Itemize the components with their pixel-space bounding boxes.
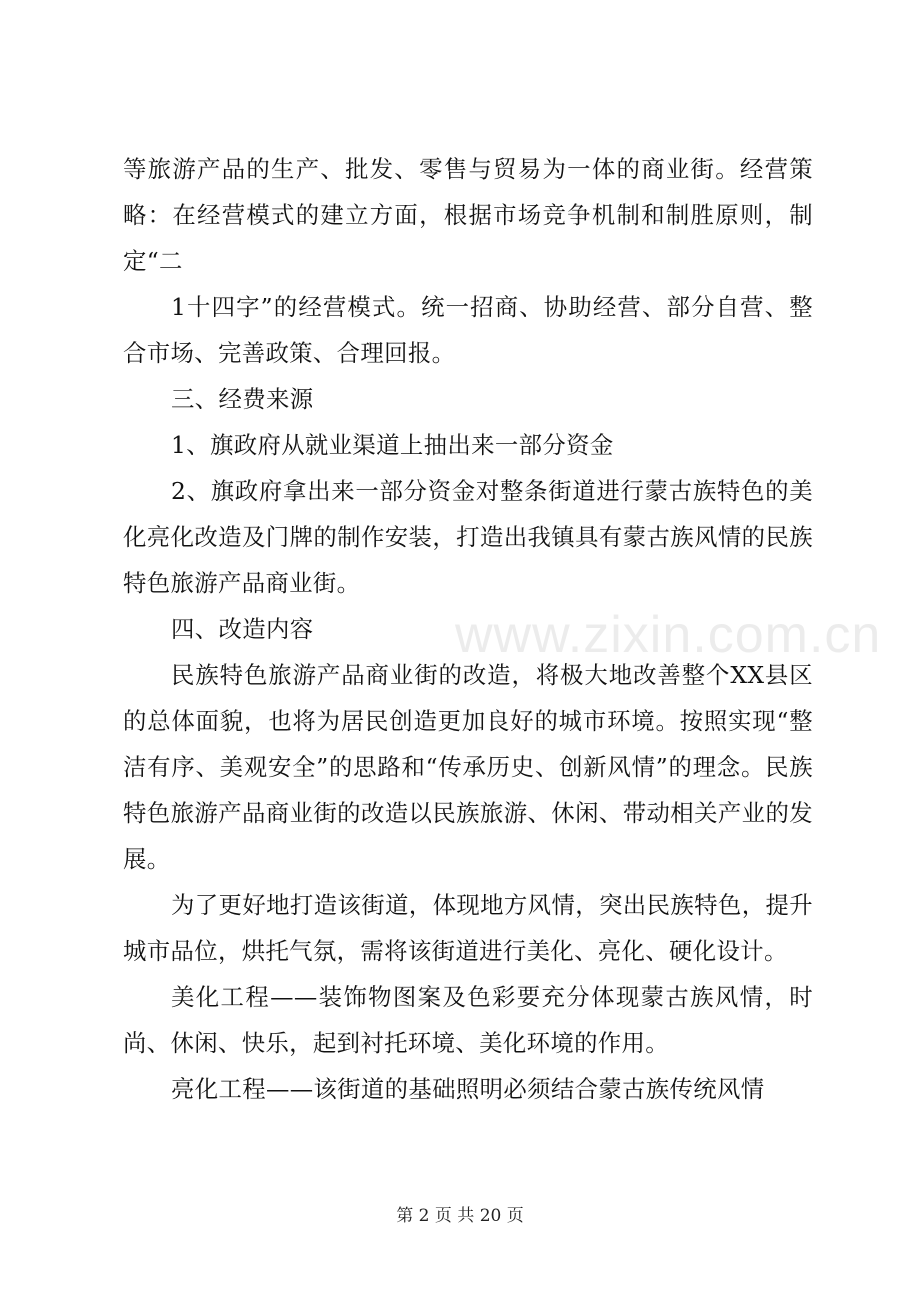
document-body <box>123 146 813 1112</box>
watermark: www.zixin.com.cn <box>455 606 882 664</box>
section-heading-funding: 三、经费来源 <box>171 385 314 413</box>
paragraph-7: 民族特色旅游产品商业街的改造，将极大地改善整个XX县区的总体面貌，也将为居民创造更加良好的城市环境。按照实现“整洁有序、美观安全”的思路和“传承历史、创新风情”的理念。民族特色旅游产品商业街的改造以民族旅游、休闲、带动相关产业的发展。 <box>123 661 813 873</box>
section-heading-content: 四、改造内容 <box>171 615 314 643</box>
paragraph-10: 亮化工程——该街道的基础照明必须结合蒙古族传统风情 <box>171 1075 765 1103</box>
paragraph-8: 为了更好地打造该街道，体现地方风情，突出民族特色，提升城市品位，烘托气氛，需将该街道进行美化、亮化、硬化设计。 <box>123 891 813 965</box>
paragraph-5: 2、旗政府拿出来一部分资金对整条街道进行蒙古族特色的美化亮化改造及门牌的制作安装，打造出我镇具有蒙古族风情的民族特色旅游产品商业街。 <box>123 477 813 597</box>
paragraph-4: 1、旗政府从就业渠道上抽出来一部分资金 <box>171 431 614 459</box>
paragraph-2: 1十四字”的经营模式。统一招商、协助经营、部分自营、整合市场、完善政策、合理回报。 <box>123 293 813 367</box>
paragraph-1: 等旅游产品的生产、批发、零售与贸易为一体的商业街。经营策略：在经营模式的建立方面，根据市场竞争机制和制胜原则，制定“二 <box>123 155 813 275</box>
page-number-footer: 第 2 页 共 20 页 <box>396 1206 524 1226</box>
paragraph-9: 美化工程——装饰物图案及色彩要充分体现蒙古族风情，时尚、休闲、快乐，起到衬托环境、美化环境的作用。 <box>123 983 813 1057</box>
